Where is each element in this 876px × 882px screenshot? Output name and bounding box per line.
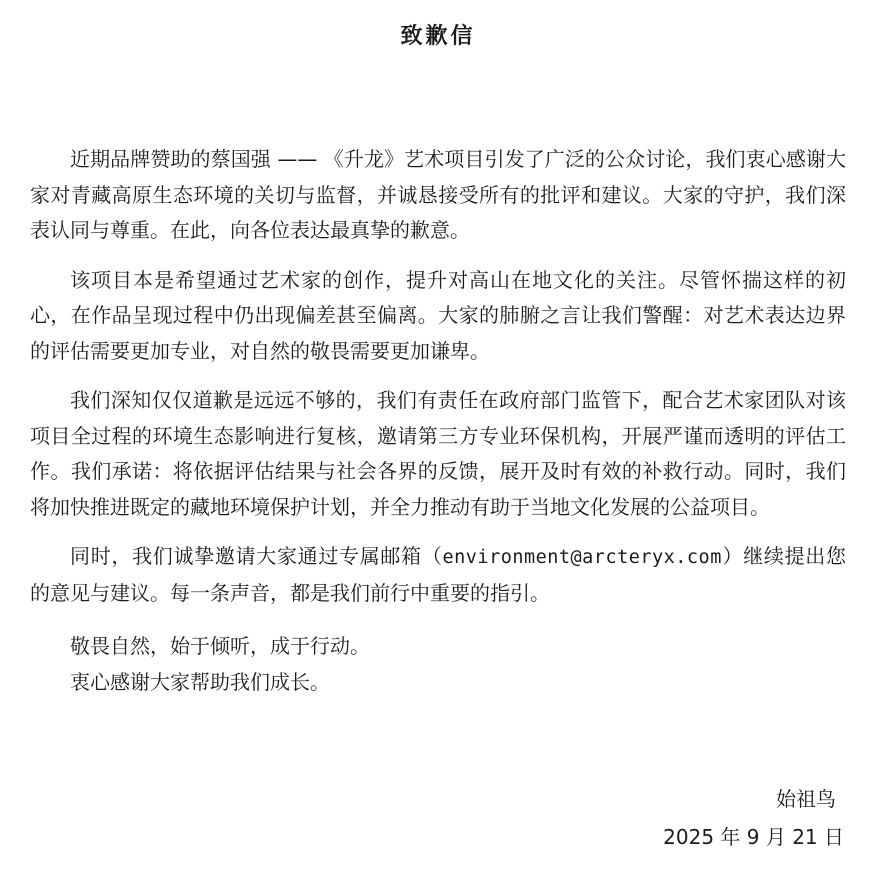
- paragraph-project-intent: 该项目本是希望通过艺术家的创作，提升对高山在地文化的关注。尽管怀揣这样的初心，在作品呈现过程中仍出现偏差甚至偏离。大家的肺腑之言让我们警醒：对艺术表达边界的评估需要更加专业，对自然的敬畏需要更加谦卑。: [30, 267, 846, 363]
- paragraph-remedial-commitment: 我们深知仅仅道歉是远远不够的，我们有责任在政府部门监管下，配合艺术家团队对该项目全过程的环境生态影响进行复核，邀请第三方专业环保机构，开展严谨而透明的评估工作。我们承诺：将依据评估结果与社会各界的反馈，展开及时有效的补救行动。同时，我们将加快推进既定的藏地环境保护计划，并全力推动有助于当地文化发展的公益项目。: [30, 388, 846, 519]
- closing-line-thanks: 衷心感谢大家帮助我们成长。: [70, 669, 330, 694]
- paragraph-intro-apology: 近期品牌赞助的蔡国强 —— 《升龙》艺术项目引发了广泛的公众讨论，我们衷心感谢大家对青藏高原生态环境的关切与监督，并诚恳接受所有的批评和建议。大家的守护，我们深表认同与尊重。在此，向各位表达最真挚的歉意。: [30, 147, 846, 242]
- signature-block: [30, 782, 846, 855]
- signature-date: 2025 年 9 月 21 日: [663, 824, 844, 849]
- closing-line-respect-nature: 敬畏自然，始于倾听，成于行动。: [70, 634, 370, 658]
- letter-body: [30, 142, 846, 700]
- paragraph-feedback-email: [30, 539, 846, 611]
- letter-title: 致歉信: [400, 24, 476, 49]
- closing-block: [30, 629, 846, 700]
- email-text: environment@arcteryx.com: [442, 547, 722, 568]
- email-paragraph-suffix: ）继续提出您的意见与建议。每一条声音，都是我们前行中重要的指引。: [30, 544, 846, 605]
- signature-brand-name: 始祖鸟: [776, 787, 836, 811]
- email-paragraph-prefix: 同时，我们诚挚邀请大家通过专属邮箱（: [70, 544, 443, 568]
